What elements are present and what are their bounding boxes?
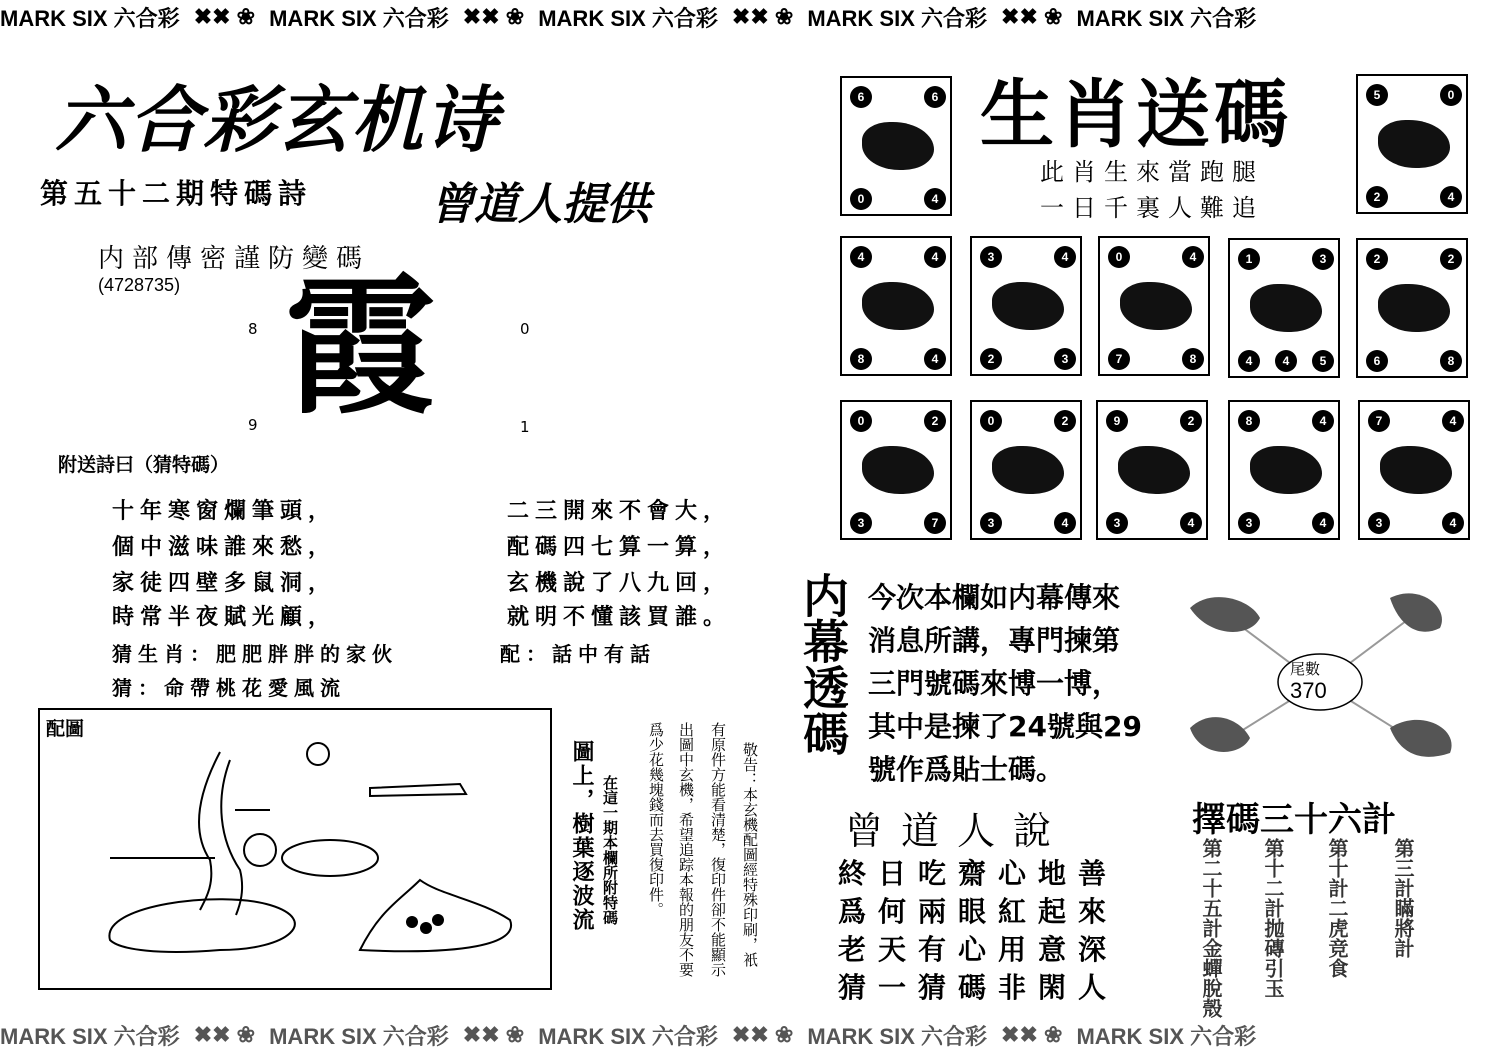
card-number: 4 (924, 348, 946, 370)
zeng-line: 猜一猜碼非閑人 (838, 971, 1119, 1004)
banner-icon: ✖✖ ❀ (731, 1022, 794, 1047)
card-number: 0 (850, 188, 872, 210)
poem-line: 配碼四七算一算， (507, 534, 732, 560)
card-number: 0 (1108, 246, 1130, 268)
banner-icon: ✖✖ ❀ (462, 1022, 525, 1047)
card-number: 2 (1180, 410, 1202, 432)
card-number: 7 (1108, 348, 1130, 370)
card-number: 4 (1312, 410, 1334, 432)
card-number: 3 (1238, 512, 1260, 534)
card-number: 3 (980, 246, 1002, 268)
goat-icon (862, 446, 934, 494)
poem-line: 家徒四壁多鼠洞， (112, 570, 337, 596)
poem-line: 就明不懂該買誰。 (507, 604, 732, 630)
pair-hint: 配：話中有話 (500, 642, 656, 666)
card-number: 5 (1366, 84, 1388, 106)
card-number: 4 (924, 188, 946, 210)
banner-icon: ✖✖ ❀ (193, 1022, 256, 1047)
card-number: 4 (1180, 512, 1202, 534)
notice-column: 出圖中玄機，希望追踪本報的朋友不要 (677, 722, 695, 977)
banner-icon: ✖✖ ❀ (193, 4, 256, 29)
card-number: 4 (1442, 512, 1464, 534)
picture-caption: 在這一期本欄所附特碼 (601, 775, 619, 925)
tail-label: 尾數 (1290, 660, 1321, 678)
code: (4728735) (98, 275, 181, 295)
card-number: 6 (924, 86, 946, 108)
notice-column: 爲少花幾塊錢而去買復印件。 (647, 722, 665, 917)
notice-column: 有原件方能看清楚，復印件卻不能顯示 (709, 722, 727, 977)
card-number: 9 (1106, 410, 1128, 432)
corner-number: 8 (248, 320, 258, 338)
inside-line: 今次本欄如内幕傳來 (868, 581, 1121, 614)
strategy-column: 第十二計抛磚引玉 (1261, 838, 1285, 998)
inside-line: 號作爲貼士碼。 (868, 753, 1065, 786)
zeng-line: 終日吃齋心地善 (838, 857, 1119, 890)
card-number: 4 (1440, 186, 1462, 208)
banner-text: MARK SIX 六合彩 (0, 5, 180, 31)
banner-text: MARK SIX 六合彩 (0, 1023, 180, 1049)
zeng-line: 爲何兩眼紅起來 (838, 895, 1119, 928)
bottom-banner (0, 1018, 1500, 1052)
dog-icon (1250, 446, 1322, 494)
picture-caption: 圖上，樹葉逐波流 (569, 740, 594, 932)
dragon-icon (1120, 282, 1192, 330)
card-number: 8 (1440, 350, 1462, 372)
banner-text: MARK SIX 六合彩 (269, 1023, 449, 1049)
banner-icon: ✖✖ ❀ (1001, 4, 1063, 29)
card-number: 4 (924, 246, 946, 268)
picture-label: 配圖 (46, 718, 85, 740)
guess-line: 猜：命帶桃花愛風流 (112, 676, 346, 700)
card-number: 2 (1440, 248, 1462, 270)
inside-heading: 内幕透碼 (796, 572, 850, 756)
zodiac-subtitle: 此肖生來當跑腿 (1040, 158, 1264, 186)
banner-text: MARK SIX 六合彩 (538, 1023, 718, 1049)
zodiac-card-dog (1228, 400, 1340, 540)
corner-number: 0 (520, 320, 530, 338)
banner-text: MARK SIX 六合彩 (1076, 1023, 1257, 1049)
zodiac-card-horse (1356, 238, 1468, 378)
banner-icon: ✖✖ ❀ (731, 4, 794, 29)
ox-icon (1378, 120, 1450, 168)
card-number: 4 (1054, 246, 1076, 268)
card-number: 4 (850, 246, 872, 268)
guess-zodiac: 猜生肖：肥肥胖胖的家伙 (112, 642, 398, 666)
poem-heading: 附送詩曰（猜特碼） (58, 454, 230, 476)
rabbit-icon (992, 282, 1064, 330)
inside-line: 其中是揀了24號與29 (868, 710, 1142, 743)
tiger-icon (862, 282, 934, 330)
pig-icon (1380, 446, 1452, 494)
zodiac-card-dragon (1098, 236, 1210, 376)
strategy-column: 第十計二虎竞食 (1325, 838, 1349, 978)
banner-text: MARK SIX 六合彩 (807, 1023, 988, 1049)
card-number: 4 (1442, 410, 1464, 432)
banner-icon: ✖✖ ❀ (462, 4, 525, 29)
card-number: 4 (1054, 512, 1076, 534)
banner-icon: ✖✖ ❀ (1001, 1022, 1063, 1047)
card-number: 4 (1312, 512, 1334, 534)
big-character: 霞 (285, 259, 436, 435)
poem-line: 二三開來不會大， (507, 498, 732, 524)
zodiac-title: 生肖送碼 (980, 72, 1292, 158)
picture-box (38, 708, 552, 990)
card-number: 3 (1368, 512, 1390, 534)
card-number: 2 (924, 410, 946, 432)
zodiac-card-pig (1358, 400, 1470, 540)
zodiac-card-ox (1356, 74, 1468, 214)
provider: 曾道人提供 (430, 179, 650, 230)
zeng-line: 老天有心用意深 (838, 933, 1119, 966)
inside-line: 三門號碼來博一博， (868, 667, 1121, 700)
strategy-column: 第二十五計金蟬脫殼 (1199, 838, 1223, 1018)
tail-value: 370 (1290, 678, 1327, 703)
zodiac-card-rabbit (970, 236, 1082, 376)
card-number: 8 (1182, 348, 1204, 370)
picture-illustration (40, 710, 550, 988)
poem-line: 個中滋味誰來愁， (112, 534, 337, 560)
issue-title: 第五十二期特碼詩 (40, 177, 313, 210)
card-number: 1 (1238, 248, 1260, 270)
zodiac-card-monkey (970, 400, 1082, 540)
card-number: 3 (1054, 348, 1076, 370)
card-number: 3 (980, 512, 1002, 534)
card-number: 2 (1366, 186, 1388, 208)
zodiac-subtitle: 一日千裏人難追 (1040, 194, 1264, 222)
zodiac-card-snake (1228, 238, 1340, 378)
corner-number: 9 (248, 416, 258, 434)
banner-text: MARK SIX 六合彩 (538, 5, 718, 31)
strategy-column: 第三計瞞將計 (1391, 838, 1415, 958)
card-number: 6 (1366, 350, 1388, 372)
zodiac-card-rat (840, 76, 952, 216)
banner-text: MARK SIX 六合彩 (269, 5, 449, 31)
poem-line: 十年寒窗爛筆頭， (112, 498, 337, 524)
main-title: 六合彩玄机诗 (55, 78, 500, 162)
rat-icon (862, 122, 934, 170)
rooster-icon (1118, 446, 1190, 494)
card-number: 4 (1275, 350, 1297, 372)
card-number: 5 (1312, 350, 1334, 372)
zeng-heading: 曾道人說 (845, 809, 1070, 853)
card-number: 2 (1366, 248, 1388, 270)
card-number: 0 (850, 410, 872, 432)
card-number: 8 (850, 348, 872, 370)
inside-line: 消息所講，專門揀第 (868, 624, 1121, 657)
zodiac-card-rooster (1096, 400, 1208, 540)
card-number: 2 (980, 348, 1002, 370)
poem-line: 玄機說了八九回， (507, 570, 732, 596)
zodiac-card-goat (840, 400, 952, 540)
card-number: 0 (980, 410, 1002, 432)
card-number: 2 (1054, 410, 1076, 432)
card-number: 7 (1368, 410, 1390, 432)
card-number: 6 (850, 86, 872, 108)
card-number: 4 (1238, 350, 1260, 372)
poem-line: 時常半夜賦光顧， (112, 604, 337, 630)
card-number: 3 (850, 512, 872, 534)
card-number: 3 (1312, 248, 1334, 270)
secret-line: 内部傳密謹防變碼 (98, 244, 371, 274)
banner-text: MARK SIX 六合彩 (807, 5, 988, 31)
monkey-icon (992, 446, 1064, 494)
card-number: 4 (1182, 246, 1204, 268)
card-number: 0 (1440, 84, 1462, 106)
banner-text: MARK SIX 六合彩 (1076, 5, 1257, 31)
snake-icon (1250, 284, 1322, 332)
strategy-title: 擇碼三十六計 (1192, 800, 1396, 840)
top-banner (0, 0, 1500, 34)
zodiac-card-tiger (840, 236, 952, 376)
card-number: 7 (924, 512, 946, 534)
card-number: 8 (1238, 410, 1260, 432)
horse-icon (1378, 284, 1450, 332)
notice-column: 敬告：本玄機配圖經特殊印刷，衹 (741, 742, 759, 967)
corner-number: 1 (520, 418, 530, 436)
card-number: 3 (1106, 512, 1128, 534)
